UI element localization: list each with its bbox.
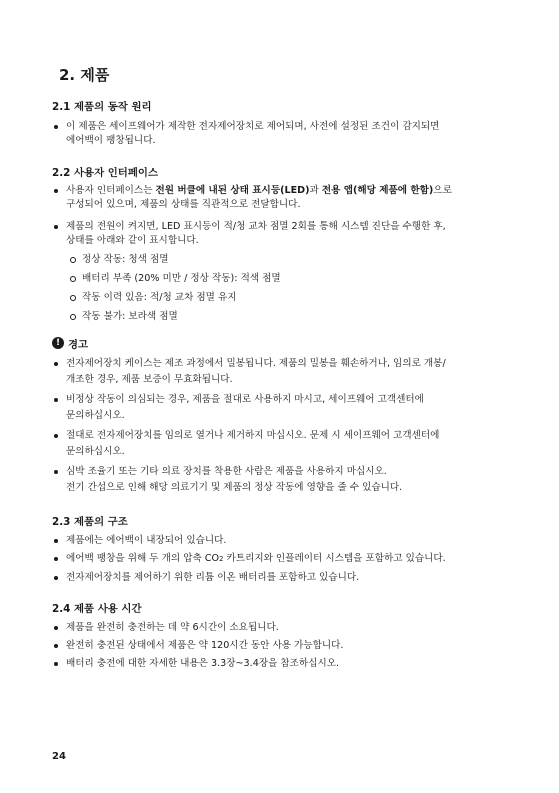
warning-1-line1: 전자제어장치 케이스는 제조 과정에서 밀봉됩니다. 제품의 밀봉을 훼손하거나, 임의로 개봉/ <box>66 358 446 369</box>
bullet-2-3-3: 전자제어장치를 제어하기 위한 리튬 이온 배터리를 포함하고 있습니다. <box>66 572 360 583</box>
warning-4-line1: 심박 조율기 또는 기타 의료 장치를 착용한 사람은 제품을 사용하지 마십시오. <box>66 466 387 477</box>
bullet-2-3-2 <box>66 552 446 566</box>
section-heading-2-3: 2.3 제품의 구조 <box>52 516 128 528</box>
bullet-2-3-1: 제품에는 에어백이 내장되어 있습니다. <box>66 535 227 546</box>
text-span: 사용자 인터페이스는 <box>66 185 156 196</box>
bullet-2-2-1-line1 <box>66 184 452 197</box>
bullet-2-1-line1: 이 제품은 세이프웨어가 제작한 전자제어장치로 제어되며, 사전에 설정된 조건이 감지되면 <box>66 121 440 132</box>
text-span: 과 <box>309 185 322 196</box>
text-span: 으로 <box>433 185 452 196</box>
warning-4-line2: 전기 간섭으로 인해 해당 의료기기 및 제품의 정상 작동에 영향을 줄 수 있습니다. <box>66 482 403 493</box>
warning-3-line1: 절대로 전자제어장치를 임의로 열거나 제거하지 마십시오. 문제 시 세이프웨어 고객센터에 <box>66 430 440 441</box>
page-number: 24 <box>52 751 66 762</box>
sub-item-normal: 정상 작동: 청색 점멸 <box>82 254 169 265</box>
warning-icon: ! <box>52 337 64 349</box>
sub-item-history: 작동 이력 있음: 적/청 교차 점멸 유지 <box>82 292 237 303</box>
bullet-2-4-2: 완전히 충전된 상태에서 제품은 약 120시간 동안 사용 가능합니다. <box>66 640 344 651</box>
sub-item-inoperable: 작동 불가: 보라색 점멸 <box>82 311 178 322</box>
bold-text-led: 전원 버클에 내된 상태 표시등(LED) <box>155 185 310 196</box>
text-span: 카트리지와 인플레이터 시스템을 포함하고 있습니다. <box>223 553 446 564</box>
warning-2-line1: 비정상 작동이 의심되는 경우, 제품을 절대로 사용하지 마시고, 세이프웨어 고객센터에 <box>66 394 424 405</box>
warning-2-line2: 문의하십시오. <box>66 410 125 421</box>
page-title: 2. 제품 <box>59 66 110 84</box>
subscript-2: 2 <box>219 555 224 563</box>
bullet-2-2-2-line1: 제품의 전원이 켜지면, LED 표시등이 적/청 교차 점멸 2회를 통해 시스템 진단을 수행한 후, <box>66 221 446 232</box>
bullet-2-4-1: 제품을 완전히 충전하는 데 약 6시간이 소요됩니다. <box>66 622 279 633</box>
warning-1-line2: 개조한 경우, 제품 보증이 무효화됩니다. <box>66 374 233 385</box>
bullet-2-2-2-line2: 상태를 아래와 같이 표시합니다. <box>66 235 199 246</box>
warning-title: 경고 <box>68 339 89 351</box>
section-heading-2-4: 2.4 제품 사용 시간 <box>52 603 142 615</box>
bullet-2-4-3: 배터리 충전에 대한 자세한 내용은 3.3장~3.4장을 참조하십시오. <box>66 658 340 669</box>
text-span: 에어백 팽창을 위해 두 개의 압축 CO <box>66 553 220 564</box>
bullet-2-1-line2: 에어백이 팽창됩니다. <box>66 135 156 146</box>
section-heading-2-2: 2.2 사용자 인터페이스 <box>52 167 158 179</box>
bullet-2-2-1-line2: 구성되어 있으며, 제품의 상태를 직관적으로 전달합니다. <box>66 199 301 210</box>
sub-item-low-battery: 배터리 부족 (20% 미만 / 정상 작동): 적색 점멸 <box>82 273 281 284</box>
bold-text-app: 전용 앱(해당 제품에 한함) <box>321 185 434 196</box>
section-heading-2-1: 2.1 제품의 동작 원리 <box>52 101 152 113</box>
warning-3-line2: 문의하십시오. <box>66 446 125 457</box>
